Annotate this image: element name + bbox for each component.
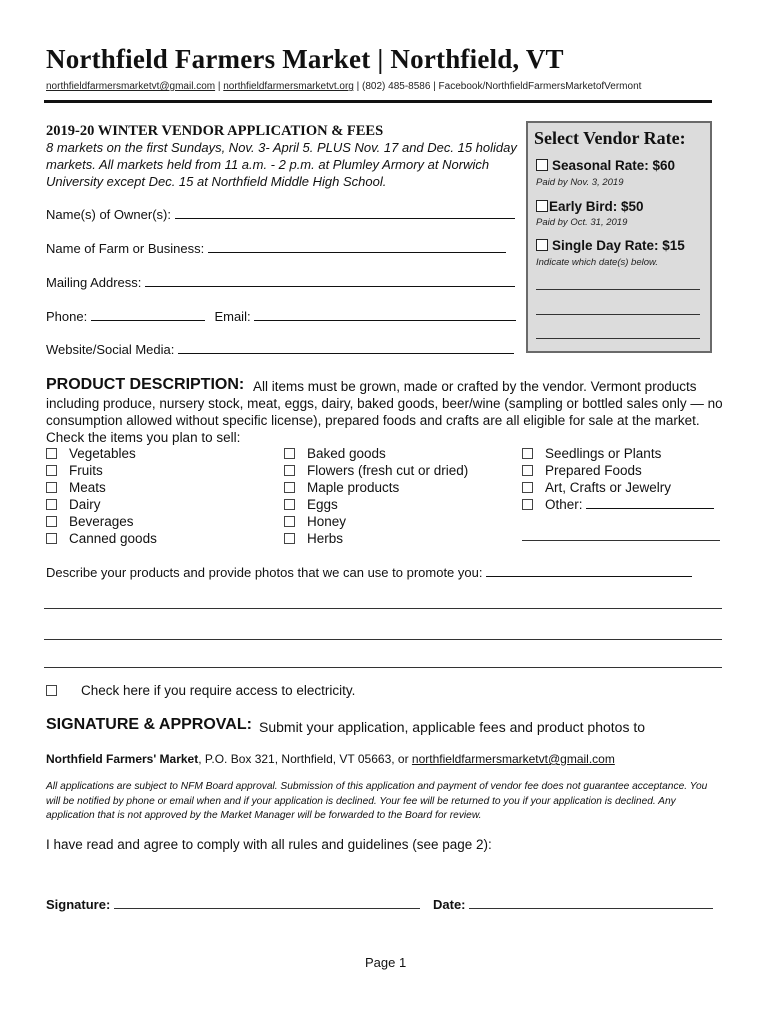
page-number: Page 1 [365,955,407,970]
describe-line-3[interactable] [44,639,722,640]
page-title: Northfield Farmers Market | Northfield, VT [46,44,564,74]
product-item-eggs[interactable] [284,497,338,512]
product-item-flowers[interactable] [284,463,468,478]
product-description-text: All items must be grown, made or crafted by the vendor. Vermont products including produce, nursery stock, meat, eggs, dairy, baked goods, beer/wine (sampling or bottled sales only — no consumption allowed without specific license), prepared foods and crafts are all eligible for sale at the market. Check the items you plan to sell: [46,379,723,445]
item-label: Eggs [307,497,338,512]
seasonal-checkbox[interactable] [536,159,548,171]
item-label: Herbs [307,531,344,546]
farm-label: Name of Farm or Business: [46,241,205,256]
farm-line[interactable] [208,241,506,253]
checkbox[interactable] [46,533,57,544]
describe-line-2[interactable] [44,608,722,609]
item-label: Fruits [69,463,103,478]
other-line-2[interactable] [522,540,720,541]
email-label: Email: [214,309,251,324]
signature-instructions: Submit your application, applicable fees and product photos to [259,719,646,735]
owners-field[interactable] [46,207,515,222]
electricity-option[interactable] [46,683,355,698]
signature-label: Signature: [46,897,111,912]
checkbox[interactable] [522,482,533,493]
product-item-beverages[interactable] [46,514,134,529]
describe-label: Describe your products and provide photos that we can use to promote you: [46,565,483,580]
product-item-seedlings[interactable] [522,446,661,461]
application-description: 8 markets on the first Sundays, Nov. 3- April 5. PLUS Nov. 17 and Dec. 15 holiday markets. All markets held from 11 a.m. - 2 p.m. at Plumley Armory at Norwich University except Dec. 15 at Northfield Middle High School. [46,140,517,189]
application-heading: 2019-20 WINTER VENDOR APPLICATION & FEES [46,123,384,139]
date-line[interactable] [469,897,713,909]
item-label: Meats [69,480,106,495]
electricity-checkbox[interactable] [46,685,57,696]
single-day-checkbox[interactable] [536,239,548,251]
address-rest: , P.O. Box 321, Northfield, VT 05663, or [198,752,412,766]
checkbox[interactable] [46,448,57,459]
single-day-label: Single Day Rate: $15 [552,238,685,253]
other-line[interactable] [586,498,714,509]
checkbox[interactable] [284,533,295,544]
product-description-heading: PRODUCT DESCRIPTION: [46,376,245,393]
describe-line[interactable] [486,565,692,577]
early-bird-note: Paid by Oct. 31, 2019 [536,217,628,228]
checkbox[interactable] [46,499,57,510]
email-link[interactable]: northfieldfarmersmarketvt@gmail.com [46,81,216,92]
mailing-label: Mailing Address: [46,275,142,290]
website-link[interactable]: northfieldfarmersmarketvt.org [223,81,354,92]
owners-label: Name(s) of Owner(s): [46,207,171,222]
item-label: Dairy [69,497,101,512]
item-label: Other: [545,497,583,512]
item-label: Seedlings or Plants [545,446,662,461]
address-name: Northfield Farmers' Market [46,752,199,766]
single-day-note: Indicate which date(s) below. [536,257,658,268]
item-label: Canned goods [69,531,157,546]
website-label: Website/Social Media: [46,342,175,357]
contact-line [46,81,641,92]
early-bird-label: Early Bird: $50 [549,199,644,214]
checkbox[interactable] [46,482,57,493]
signature-line[interactable] [114,897,420,909]
checkbox[interactable] [284,448,295,459]
item-label: Art, Crafts or Jewelry [545,480,672,495]
contact-separator: | [215,81,224,92]
item-label: Baked goods [307,446,386,461]
signature-field[interactable] [46,897,420,912]
product-item-baked-goods[interactable] [284,446,386,461]
early-bird-checkbox[interactable] [536,200,548,212]
mailing-field[interactable] [46,275,515,290]
item-label: Vegetables [69,446,136,461]
signature-heading: SIGNATURE & APPROVAL: [46,716,252,733]
date-line-1[interactable] [536,289,700,290]
owners-line[interactable] [175,207,515,219]
website-line[interactable] [178,342,514,354]
item-label: Maple products [307,480,400,495]
website-field[interactable] [46,342,514,357]
farm-field[interactable] [46,241,506,256]
vendor-rate-title: Select Vendor Rate: [534,128,686,148]
product-item-prepared-foods[interactable] [522,463,642,478]
product-item-art-crafts[interactable] [522,480,671,495]
product-item-meats[interactable] [46,480,106,495]
product-item-fruits[interactable] [46,463,103,478]
electricity-label: Check here if you require access to electricity. [81,683,356,698]
date-line-2[interactable] [536,314,700,315]
address-email-link[interactable]: northfieldfarmersmarketvt@gmail.com [411,752,615,766]
product-item-dairy[interactable] [46,497,101,512]
checkbox[interactable] [46,465,57,476]
seasonal-label: Seasonal Rate: $60 [552,158,676,173]
agreement-text: I have read and agree to comply with all rules and guidelines (see page 2): [46,837,492,852]
checkbox[interactable] [284,482,295,493]
early-bird-option[interactable] [536,199,644,214]
item-label: Flowers (fresh cut or dried) [307,463,469,478]
email-line[interactable] [254,309,516,321]
checkbox[interactable] [522,499,533,510]
describe-field[interactable] [46,565,692,580]
contact-phone-social: | (802) 485-8586 | Facebook/NorthfieldFarmersMarketofVermont [353,81,642,92]
item-label: Honey [307,514,347,529]
checkbox[interactable] [284,516,295,527]
single-day-option[interactable] [536,238,685,253]
item-label: Prepared Foods [545,463,642,478]
mailing-line[interactable] [145,275,515,287]
phone-email-field[interactable] [46,309,516,324]
item-label: Beverages [69,514,134,529]
phone-label: Phone: [46,309,88,324]
date-label: Date: [433,897,466,912]
product-item-other[interactable] [522,497,714,512]
phone-line[interactable] [91,309,205,321]
mailing-address [46,752,615,766]
seasonal-rate-option[interactable] [536,158,675,173]
product-item-herbs[interactable] [284,531,343,546]
product-item-vegetables[interactable] [46,446,136,461]
checkbox[interactable] [522,465,533,476]
product-item-maple[interactable] [284,480,399,495]
checkbox[interactable] [522,448,533,459]
disclaimer-text: All applications are subject to NFM Board approval. Submission of this application and payment of vendor fee does not guarantee acceptance. You will be notified by phone or email when and if your application is declined. Your fee will be returned to you if your application is declined. Any application that is not approved by the Market Manager will be forwarded to the Board for review. [46,781,708,821]
seasonal-note: Paid by Nov. 3, 2019 [536,177,624,188]
date-field[interactable] [433,897,713,912]
product-item-canned-goods[interactable] [46,531,157,546]
checkbox[interactable] [46,516,57,527]
product-item-honey[interactable] [284,514,346,529]
header-divider [44,100,712,103]
checkbox[interactable] [284,499,295,510]
checkbox[interactable] [284,465,295,476]
date-line-3[interactable] [536,338,700,339]
vendor-rate-box [526,121,712,353]
describe-line-4[interactable] [44,667,722,668]
